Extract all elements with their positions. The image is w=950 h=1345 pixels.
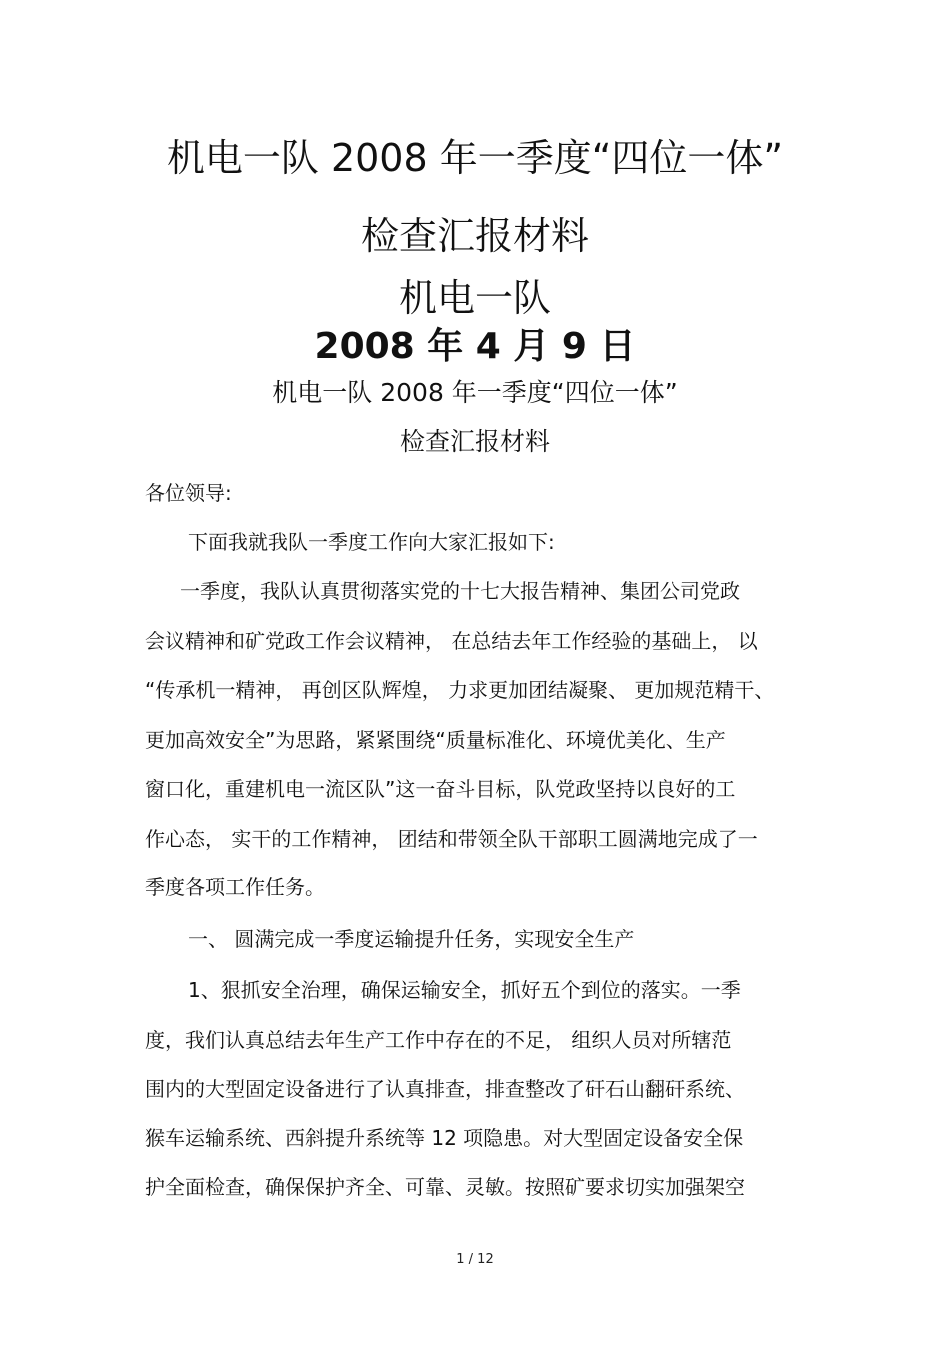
subtitle-line-1: 机电一队 2008 年一季度“四位一体” xyxy=(272,378,678,407)
paragraph-line: 季度各项工作任务。 xyxy=(145,875,325,899)
paragraph-line: 作心态， 实干的工作精神， 团结和带领全队干部职工圆满地完成了一 xyxy=(145,827,758,851)
page-number: 1 / 12 xyxy=(456,1252,494,1267)
paragraph-line: 一季度，我队认真贯彻落实党的十七大报告精神、集团公司党政 xyxy=(180,579,740,603)
paragraph-line: 会议精神和矿党政工作会议精神， 在总结去年工作经验的基础上， 以 xyxy=(145,629,758,653)
paragraph-line: 围内的大型固定设备进行了认真排查，排查整改了矸石山翻矸系统、 xyxy=(145,1077,745,1101)
paragraph-line: 护全面检查，确保保护齐全、可靠、灵敏。按照矿要求切实加强架空 xyxy=(145,1175,745,1199)
paragraph-line: 度，我们认真总结去年生产工作中存在的不足， 组织人员对所辖范 xyxy=(145,1028,732,1052)
report-date: 2008 年 4 月 9 日 xyxy=(314,326,636,367)
main-title-line-1: 机电一队 2008 年一季度“四位一体” xyxy=(166,136,784,180)
greeting: 各位领导: xyxy=(145,481,232,505)
subtitle-line-2: 检查汇报材料 xyxy=(399,427,550,456)
organization-name: 机电一队 xyxy=(398,276,551,320)
paragraph-line: “传承机一精神， 再创区队辉煌， 力求更加团结凝聚、 更加规范精干、 xyxy=(145,678,775,702)
section-heading-1: 一、 圆满完成一季度运输提升任务，实现安全生产 xyxy=(188,927,635,951)
paragraph-line: 猴车运输系统、西斜提升系统等 12 项隐患。对大型固定设备安全保 xyxy=(145,1126,744,1150)
paragraph-line: 1、狠抓安全治理，确保运输安全，抓好五个到位的落实。一季 xyxy=(188,978,741,1002)
main-title-line-2: 检查汇报材料 xyxy=(360,214,589,258)
paragraph-line: 更加高效安全”为思路，紧紧围绕“质量标准化、环境优美化、生产 xyxy=(145,728,726,752)
paragraph-line: 窗口化，重建机电一流区队”这一奋斗目标，队党政坚持以良好的工 xyxy=(145,777,736,801)
intro-line: 下面我就我队一季度工作向大家汇报如下: xyxy=(188,530,555,554)
